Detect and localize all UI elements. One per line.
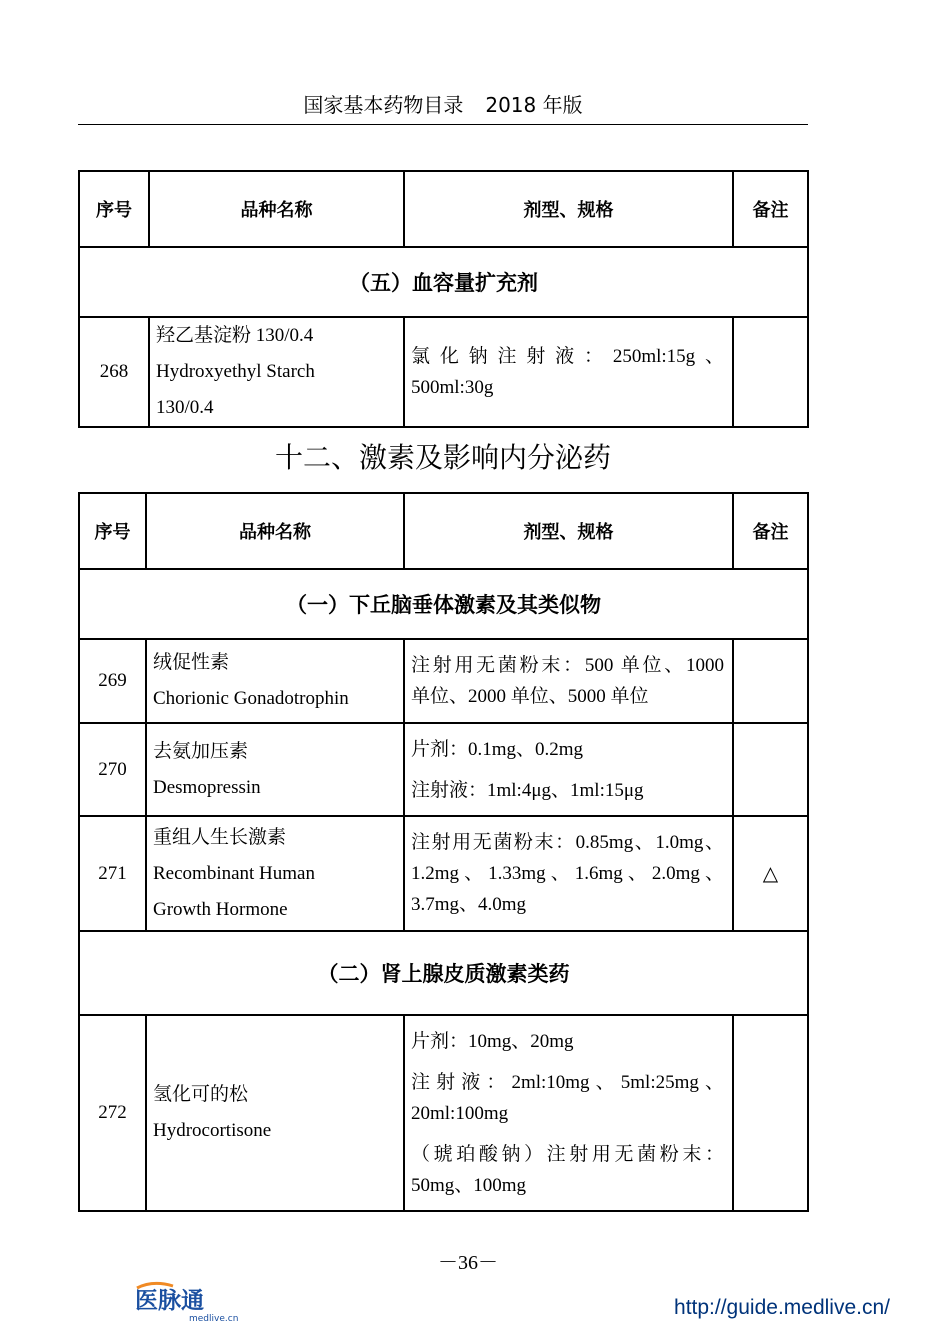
drug-name-en: Hydrocortisone — [153, 1120, 272, 1141]
header-year: 2018 年版 — [485, 93, 583, 117]
spec-line: 单位、2000 单位、5000 单位 — [411, 686, 649, 707]
section-heading: （一）下丘脑垂体激素及其类似物 — [79, 569, 808, 639]
drug-name-en: 130/0.4 — [156, 397, 214, 418]
drug-name-en: Growth Hormone — [153, 898, 288, 920]
spec-line: （琥珀酸钠）注射用无菌粉末： — [411, 1143, 724, 1165]
drug-spec — [404, 639, 733, 723]
spec-line: 1.2mg、1.33mg、1.6mg、2.0mg、 — [411, 863, 724, 884]
drug-spec — [404, 723, 733, 816]
drug-name-cn: 去氨加压素 — [153, 740, 249, 762]
spec-line: 片剂：0.1mg、0.2mg — [411, 738, 584, 760]
col-header-no: 序号 — [79, 493, 146, 569]
col-header-name: 品种名称 — [149, 171, 404, 247]
row-number: 270 — [79, 723, 146, 816]
drug-name-cn: 羟乙基淀粉 130/0.4 — [156, 325, 314, 346]
logo-text: 医脉通 — [135, 1288, 204, 1314]
drug-remark — [733, 723, 808, 816]
chapter-title: 十二、激素及影响内分泌药 — [274, 441, 611, 474]
drug-name — [146, 1015, 404, 1211]
drug-name — [149, 317, 404, 427]
table-row — [79, 1015, 808, 1211]
col-header-remark: 备注 — [733, 171, 808, 247]
page-number: －36－ — [438, 1252, 498, 1274]
spec-line: 注射用无菌粉末：0.85mg、1.0mg、 — [411, 832, 724, 853]
drug-remark — [733, 1015, 808, 1211]
spec-line: 500ml:30g — [411, 377, 494, 398]
drug-name — [146, 639, 404, 723]
drug-name-cn: 氢化可的松 — [153, 1084, 249, 1105]
row-number: 268 — [79, 317, 149, 427]
drug-table-2 — [78, 492, 809, 1212]
spec-line: 20ml:100mg — [411, 1102, 509, 1124]
table-row — [79, 639, 808, 723]
drug-name — [146, 816, 404, 931]
footer-url-link[interactable]: http://guide.medlive.cn/ — [674, 1296, 890, 1319]
spec-line: 注射液：2ml:10mg、5ml:25mg、 — [411, 1071, 724, 1093]
drug-table-1 — [78, 170, 809, 428]
table-row — [79, 723, 808, 816]
col-header-remark: 备注 — [733, 493, 808, 569]
drug-spec — [404, 317, 733, 427]
spec-line: 注射用无菌粉末：500 单位、1000 — [411, 655, 724, 676]
drug-name-en: Recombinant Human — [153, 862, 315, 884]
col-header-name: 品种名称 — [146, 493, 404, 569]
drug-spec — [404, 816, 733, 931]
medlive-logo — [133, 1280, 243, 1324]
section-heading: （二）肾上腺皮质激素类药 — [79, 931, 808, 1015]
logo-subtext: medlive.cn — [189, 1314, 239, 1324]
row-number: 269 — [79, 639, 146, 723]
table-header-row — [79, 171, 808, 247]
spec-line: 注射液：1ml:4μg、1ml:15μg — [411, 779, 644, 801]
spec-line: 50mg、100mg — [411, 1174, 527, 1196]
table-row — [79, 317, 808, 427]
drug-name-cn: 绒促性素 — [153, 652, 230, 673]
drug-remark: △ — [733, 816, 808, 931]
table-header-row — [79, 493, 808, 569]
drug-name — [146, 723, 404, 816]
drug-name-en: Desmopressin — [153, 776, 261, 798]
drug-remark — [733, 317, 808, 427]
drug-name-en: Hydroxyethyl Starch — [156, 361, 315, 382]
table-row — [79, 816, 808, 931]
header-title: 国家基本药物目录 — [303, 93, 464, 117]
row-number: 271 — [79, 816, 146, 931]
col-header-no: 序号 — [79, 171, 149, 247]
page-header — [78, 88, 808, 125]
drug-spec — [404, 1015, 733, 1211]
row-number: 272 — [79, 1015, 146, 1211]
spec-line: 3.7mg、4.0mg — [411, 894, 527, 915]
col-header-spec: 剂型、规格 — [404, 493, 733, 569]
drug-name-cn: 重组人生长激素 — [153, 826, 287, 848]
col-header-spec: 剂型、规格 — [404, 171, 733, 247]
section-heading: （五）血容量扩充剂 — [79, 247, 808, 317]
drug-remark — [733, 639, 808, 723]
drug-name-en: Chorionic Gonadotrophin — [153, 688, 349, 709]
spec-line: 片剂：10mg、20mg — [411, 1030, 574, 1052]
spec-line: 氯化钠注射液：250ml:15g、 — [411, 346, 724, 367]
